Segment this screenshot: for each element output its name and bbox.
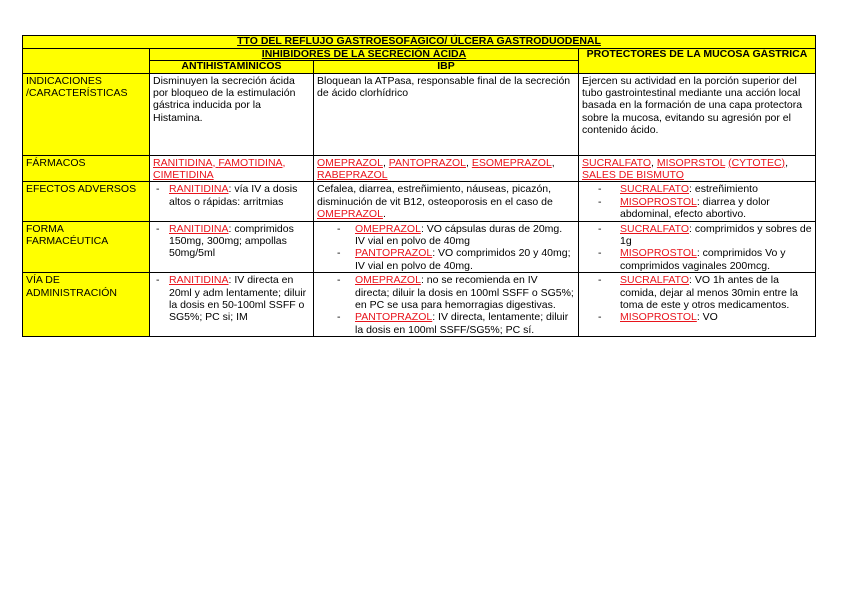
drug-link[interactable]: MISOPROSTOL [620, 311, 697, 324]
drug-link[interactable]: SALES DE BISMUTO [582, 168, 684, 181]
indicaciones-antihistaminicos: Disminuyen la secreción ácida por bloqueo de la estimulación gástrica inducida por la Histamina. [150, 73, 314, 155]
separator: , [785, 156, 788, 169]
form-text: : comprimidos y sobres de 1g [620, 222, 812, 247]
drug-link[interactable]: MISOPROSTOL [620, 247, 697, 260]
row-label-forma: FORMA FARMACÉUTICA [23, 221, 150, 273]
separator: , [551, 156, 555, 169]
drug-link[interactable]: OMEPRAZOL [355, 222, 421, 235]
drug-link[interactable]: RABEPRAZOL [317, 168, 388, 181]
via-protectores [579, 273, 816, 337]
route-text: : IV directa, lentamente; diluir la dosis en 100ml SSFF/SG5%; PC sí. [355, 311, 569, 336]
drug-link[interactable]: RANITIDINA [169, 274, 229, 287]
separator: , [651, 156, 657, 169]
treatment-table [22, 35, 816, 337]
form-text: : comprimidos 150mg, 300mg; ampollas 50mg/5ml [169, 222, 294, 260]
separator: , [466, 156, 472, 169]
row-label-efectos: EFECTOS ADVERSOS [23, 182, 150, 221]
row-label-farmacos: FÁRMACOS [23, 155, 150, 182]
efectos-ibp [314, 182, 579, 221]
indicaciones-protectores: Ejercen su actividad en la porción superior del tubo gastrointestinal mediante una acción local basada en la formación de una capa protectora sobre la mucosa, evitando su agresión por el contenido ácido. [579, 73, 816, 155]
route-text: : IV directa en 20ml y adm lentamente; diluir la dosis en 50-100ml SSFF o SG5%; PC si; IM [169, 274, 307, 324]
drug-link[interactable]: MISOPROSTOL [620, 195, 697, 208]
drug-link[interactable]: SUCRALFATO [620, 274, 690, 287]
forma-ibp [314, 221, 579, 273]
drug-link[interactable]: SUCRALFATO [620, 222, 690, 235]
indicaciones-ibp: Bloquean la ATPasa, responsable final de la secreción de ácido clorhídrico [314, 73, 579, 155]
drug-link[interactable]: CIMETIDINA [153, 168, 214, 181]
drug-link[interactable]: RANITIDINA [169, 183, 229, 196]
effect-text: : diarrea y dolor abdominal, efecto abortivo. [620, 195, 770, 221]
farmacos-antihistaminicos [150, 155, 314, 182]
effect-text: Cefalea, diarrea, estreñimiento, náuseas, picazón, disminución de vit B12, osteoporosis en el caso de [317, 183, 553, 208]
drug-link[interactable]: SUCRALFATO [582, 156, 652, 169]
efectos-protectores [579, 182, 816, 221]
drug-link[interactable]: MISOPRSTOL [656, 156, 726, 169]
efectos-antihistaminicos [150, 182, 314, 221]
separator: , [212, 156, 219, 169]
effect-text: : estreñimiento [689, 183, 758, 196]
drug-link[interactable]: OMEPRAZOL [317, 156, 383, 169]
route-text: : VO [696, 311, 718, 324]
form-text: : comprimidos Vo y comprimidos vaginales 200mcg. [620, 247, 786, 272]
drug-link[interactable]: RANITIDINA [169, 222, 229, 235]
drug-link[interactable]: RANITIDINA [153, 156, 213, 169]
via-ibp [314, 273, 579, 337]
drug-link[interactable]: OMEPRAZOL [317, 208, 383, 221]
separator: , [282, 156, 286, 169]
form-text: : VO cápsulas duras de 20mg. IV vial en polvo de 40mg [355, 222, 563, 247]
via-antihistaminicos [150, 273, 314, 337]
farmacos-ibp [314, 155, 579, 182]
farmacos-protectores [579, 155, 816, 182]
effect-text: : vía IV a dosis altos o rápidas: arritmias [169, 183, 298, 208]
drug-link[interactable]: OMEPRAZOL [355, 274, 421, 287]
drug-link[interactable]: PANTOPRAZOL [355, 311, 433, 324]
drug-link[interactable]: FAMOTIDINA [218, 156, 283, 169]
header-protectores: PROTECTORES DE LA MUCOSA GÁSTRICA [579, 48, 816, 73]
form-text: : VO comprimidos 20 y 40mg; IV vial en polvo de 40mg. [355, 247, 571, 272]
header-ibp: IBP [314, 61, 579, 74]
forma-antihistaminicos [150, 221, 314, 273]
table-title: TTO DEL REFLUJO GASTROESOFÁGICO/ ÚLCERA GASTRODUODENAL [23, 36, 816, 49]
route-text: : no se recomienda en IV directa; diluir la dosis en 100ml SSFF o SG5%; en PC se usa para hemorragias digestivas. [355, 274, 574, 311]
drug-link[interactable]: SUCRALFATO [620, 183, 690, 196]
row-label-indicaciones: INDICACIONES /CARACTERÍSTICAS [23, 73, 150, 155]
forma-protectores [579, 221, 816, 273]
separator: , [382, 156, 389, 169]
drug-link[interactable]: ESOMEPRAZOL [471, 156, 552, 169]
drug-link[interactable]: PANTOPRAZOL [388, 156, 466, 169]
header-antihistaminicos: ANTIHISTAMÍNICOS [150, 61, 314, 74]
route-text: : VO 1h antes de la comida, dejar al menos 30min entre la toma de este y otros medicamentos. [620, 274, 799, 311]
header-empty-cell [23, 48, 150, 73]
period: . [382, 208, 386, 221]
header-inhibidores: INHIBIDORES DE LA SECRECIÓN ÁCIDA [150, 48, 579, 61]
drug-link[interactable]: (CYTOTEC) [728, 156, 786, 169]
drug-link[interactable]: PANTOPRAZOL [355, 247, 433, 260]
row-label-via: VÍA DE ADMINISTRACIÓN [23, 273, 150, 337]
